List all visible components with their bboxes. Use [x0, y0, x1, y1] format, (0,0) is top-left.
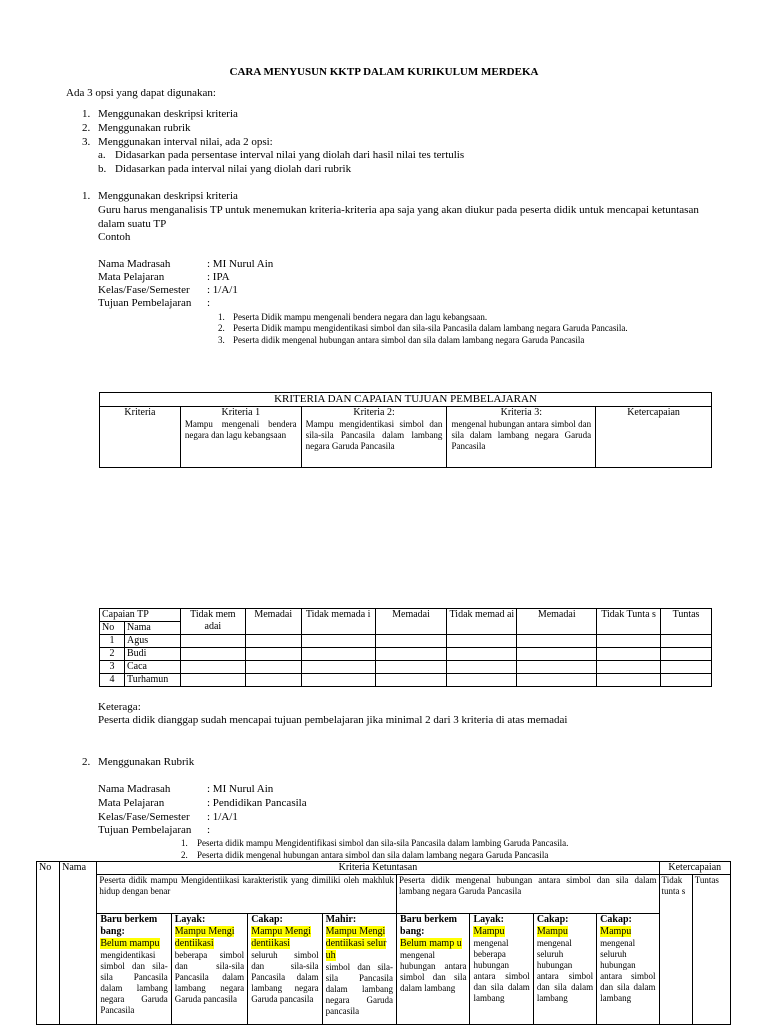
- rubric-level-desc: seluruh simbol dan sila-sila Pancasila dalam lambang negara Garuda pancasila: [251, 950, 319, 1004]
- rubric-tidak-tuntas: Tidak tunta s: [659, 875, 692, 1025]
- criteria-2-desc: Mampu mengidentikasi simbol dan sila-sila Pancasila dalam lambang negara Garuda Pancasila: [301, 419, 447, 468]
- suboption-item-a: Didasarkan pada persentase interval nilai yang diolah dari hasil nilai tes tertulis: [115, 149, 465, 161]
- rubric-level-desc: mengenal hubungan antara simbol dan sila dalam lambang: [400, 950, 467, 993]
- goal-text: Peserta Didik mampu mengenali bendera negara dan lagu kebangsaan.: [233, 312, 488, 322]
- keterangan-text: Peserta didik dianggap sudah mencapai tujuan pembelajaran jika minimal 2 dari 3 kriteria di atas memadai: [98, 714, 568, 726]
- field-value: :: [207, 297, 211, 309]
- nama-label: Nama: [124, 622, 180, 635]
- header-cell: Memadai: [245, 609, 301, 635]
- option-number-1: 1.: [82, 108, 91, 120]
- header-cell: Tidak memad ai: [447, 609, 517, 635]
- rubric-level-title: Layak:: [473, 914, 505, 925]
- intro-text: Ada 3 opsi yang dapat digunakan:: [66, 87, 216, 99]
- rubric-level-highlight: Mampu Mengi dentiikasi: [174, 926, 235, 949]
- rubric-level-cell: [533, 914, 596, 1025]
- assessment-table: [99, 608, 712, 687]
- goal-number: 3.: [218, 335, 225, 345]
- table-row: [100, 635, 712, 648]
- col-kriteria-1: Kriteria 1: [180, 407, 301, 420]
- suboption-letter-a: a.: [98, 149, 106, 161]
- rubric-level-highlight: Belum mampu: [100, 938, 160, 949]
- goal-text: Peserta Didik mampu mengidentikasi simbol dan sila-sila Pancasila dalam lambang negara Garuda Pancasila.: [233, 323, 628, 333]
- table-row: [100, 674, 712, 687]
- field-value: : 1/A/1: [207, 811, 238, 823]
- option-number-3: 3.: [82, 136, 91, 148]
- field-value: : Pendidikan Pancasila: [207, 797, 307, 809]
- rubric-col-no: No: [37, 862, 60, 1025]
- section1-heading: Menggunakan deskripsi kriteria: [98, 190, 238, 202]
- option-item-2: Menggunakan rubrik: [98, 122, 191, 134]
- header-cell: Memadai: [517, 609, 597, 635]
- header-cell: Tuntas: [661, 609, 712, 635]
- rubric-col-nama: Nama: [60, 862, 97, 1025]
- rubric-level-title: Layak:: [174, 914, 206, 925]
- capaian-tp-label: Capaian TP: [100, 609, 181, 622]
- section2-heading: Menggunakan Rubrik: [98, 756, 195, 768]
- suboption-item-b: Didasarkan pada interval nilai yang diolah dari rubrik: [115, 163, 352, 175]
- rubric-tuntas: Tuntas: [692, 875, 730, 1025]
- field-value: : MI Nurul Ain: [207, 783, 274, 795]
- header-cell: Tidak memada i: [301, 609, 375, 635]
- field-label: Kelas/Fase/Semester: [98, 811, 190, 823]
- field-label: Tujuan Pembelajaran: [98, 824, 192, 836]
- rubric-level-cell: [97, 914, 171, 1025]
- header-cell: Tidak mem adai: [180, 609, 245, 635]
- goal-number: 2.: [218, 323, 225, 333]
- row-no: 2: [100, 648, 125, 661]
- col-kriteria-3: Kriteria 3:: [447, 407, 596, 420]
- rubric-level-cell: [470, 914, 533, 1025]
- row-no: 1: [100, 635, 125, 648]
- option-number-2: 2.: [82, 122, 91, 134]
- rubric-level-title: Baru berkem bang:: [400, 914, 457, 937]
- field-label: Kelas/Fase/Semester: [98, 284, 190, 296]
- row-nama: Budi: [124, 648, 180, 661]
- rubric-level-cell: [397, 914, 470, 1025]
- rubric-level-desc: beberapa simbol dan sila-sila Pancasila dalam lambang negara Garuda pancasila: [174, 950, 245, 1004]
- header-cell: Memadai: [375, 609, 447, 635]
- table-row: [100, 661, 712, 674]
- field-label: Nama Madrasah: [98, 783, 171, 795]
- rubric-level-title: Cakap:: [600, 914, 632, 925]
- col-kriteria-2: Kriteria 2:: [301, 407, 447, 420]
- field-value: : 1/A/1: [207, 284, 238, 296]
- rubric-level-cell: [248, 914, 322, 1025]
- rubric-ketercapaian: Ketercapaian: [659, 862, 730, 875]
- row-no: 3: [100, 661, 125, 674]
- row-nama: Agus: [124, 635, 180, 648]
- rubric-tp-1: Peserta didik mampu Mengidentiikasi karakteristik yang dimiliki oleh makhluk hidup dengan benar: [97, 875, 397, 914]
- keterangan-label: Keteraga:: [98, 701, 141, 713]
- rubric-level-title: Cakap:: [251, 914, 283, 925]
- rubric-level-title: Baru berkem bang:: [100, 914, 158, 937]
- header-cell: Tidak Tunta s: [597, 609, 661, 635]
- field-value: : IPA: [207, 271, 230, 283]
- section1-contoh: Contoh: [98, 231, 131, 243]
- section2-number: 2.: [82, 756, 91, 768]
- table-row: [100, 648, 712, 661]
- row-no: 4: [100, 674, 125, 687]
- option-item-1: Menggunakan deskripsi kriteria: [98, 108, 238, 120]
- field-label: Tujuan Pembelajaran: [98, 297, 192, 309]
- field-label: Mata Pelajaran: [98, 797, 165, 809]
- page-title: CARA MENYUSUN KKTP DALAM KURIKULUM MERDEKA: [229, 66, 539, 78]
- suboption-letter-b: b.: [98, 163, 107, 175]
- rubric-level-desc: simbol dan sila-sila Pancasila dalam lambang negara Garuda pancasila: [325, 962, 394, 1016]
- col-ketercapaian: Ketercapaian: [596, 407, 712, 468]
- section1-desc-line2: dalam suatu TP: [98, 218, 167, 230]
- rubric-level-title: Cakap:: [536, 914, 569, 925]
- rubric-level-desc: mengenal seluruh hubungan antara simbol dan sila dalam lambang: [600, 938, 656, 1003]
- row-nama: Turhamun: [124, 674, 180, 687]
- row-nama: Caca: [124, 661, 180, 674]
- goal-number: 1.: [181, 838, 188, 848]
- rubric-level-cell: [171, 914, 247, 1025]
- field-value: : MI Nurul Ain: [207, 258, 274, 270]
- rubric-level-highlight: Mampu Mengi dentiikasi: [251, 926, 311, 949]
- rubric-level-title: Mahir:: [325, 914, 357, 925]
- rubric-level-cell: [322, 914, 396, 1025]
- rubric-level-desc: mengenal seluruh hubungan antara simbol dan sila dalam lambang: [536, 938, 594, 1003]
- criteria-table: [99, 392, 712, 468]
- rubric-level-highlight: Mampu: [536, 926, 568, 937]
- section1-number: 1.: [82, 190, 91, 202]
- rubric-level-highlight: Mampu: [600, 926, 632, 937]
- criteria-3-desc: mengenal hubungan antara simbol dan sila dalam lambang negara Garuda Pancasila: [447, 419, 596, 468]
- rubric-level-highlight: Mampu: [473, 926, 505, 937]
- rubric-kriteria-ketuntasan: Kriteria Ketuntasan: [97, 862, 659, 875]
- rubric-tp-2: Peserta didik mengenal hubungan antara simbol dan sila dalam lambang negara Garuda Pancasila: [397, 875, 660, 914]
- rubric-level-desc: mengidentikasi simbol dan sila-sila Pancasila dalam lambang negara Garuda Pancasila: [100, 950, 168, 1015]
- goal-number: 1.: [218, 312, 225, 322]
- rubric-level-highlight: Belum mamp u: [400, 938, 462, 949]
- field-label: Nama Madrasah: [98, 258, 171, 270]
- option-item-3: Menggunakan interval nilai, ada 2 opsi:: [98, 136, 273, 148]
- goal-text: Peserta didik mengenal hubungan antara simbol dan sila dalam lambang negara Garuda Pancasila: [233, 335, 585, 345]
- criteria-1-desc: Mampu mengenali bendera negara dan lagu kebangsaan: [180, 419, 301, 468]
- field-value: :: [207, 824, 211, 836]
- field-label: Mata Pelajaran: [98, 271, 165, 283]
- goal-text: Peserta didik mengenal hubungan antara simbol dan sila dalam lambang negara Garuda Pancasila: [197, 850, 549, 860]
- goal-number: 2.: [181, 850, 188, 860]
- rubric-level-highlight: Mampu Mengi dentiikasi selur uh: [325, 926, 387, 961]
- goal-text: Peserta didik mampu Mengidentifikasi simbol dan sila-sila Pancasila dalam lambing Garuda Pancasila.: [197, 838, 569, 848]
- criteria-table-caption: KRITERIA DAN CAPAIAN TUJUAN PEMBELAJARAN: [100, 393, 712, 407]
- rubric-table: [36, 861, 731, 1025]
- section1-desc-line1: Guru harus menganalisis TP untuk menemukan kriteria-kriteria apa saja yang akan diukur pada peserta didik untuk mencapai ketuntasan: [98, 204, 699, 216]
- no-label: No: [100, 622, 125, 635]
- col-kriteria: Kriteria: [100, 407, 181, 468]
- rubric-level-cell: [597, 914, 659, 1025]
- rubric-level-desc: mengenal beberapa hubungan antara simbol dan sila dalam lambang: [473, 938, 530, 1003]
